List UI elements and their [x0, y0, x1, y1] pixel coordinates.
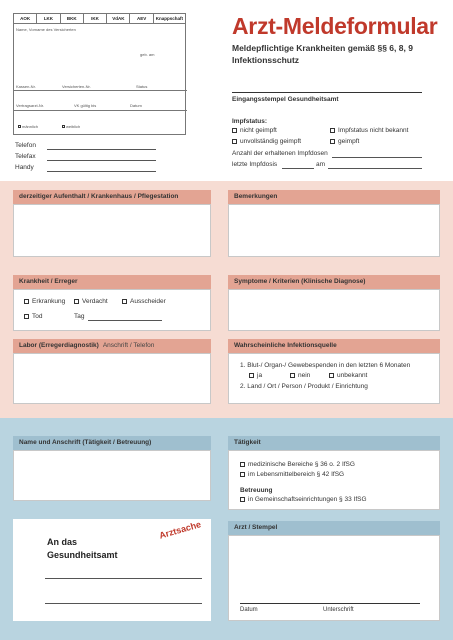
last-dose-date-field[interactable]: [328, 168, 422, 169]
vertragsarzt-nr-label: Vertragsarzt-Nr.: [16, 103, 45, 108]
verdacht-option[interactable]: [74, 298, 108, 305]
handy-field[interactable]: [47, 171, 156, 172]
last-dose-am-label: am: [316, 161, 326, 168]
name-anschrift-title: Name und Anschrift (Tätigkeit / Betreuung): [19, 439, 152, 446]
versicherten-nr-label: Versicherten-Nr.: [62, 84, 91, 89]
not-vaccinated-option[interactable]: [232, 127, 277, 134]
verdacht-label: Verdacht: [82, 298, 108, 305]
checkbox-icon[interactable]: [249, 373, 254, 378]
telefax-field[interactable]: [47, 160, 156, 161]
checkbox-icon[interactable]: [18, 125, 21, 128]
tod-option[interactable]: [24, 313, 42, 320]
checkbox-icon[interactable]: [24, 314, 29, 319]
telefon-label: Telefon: [15, 142, 36, 149]
incomplete-option[interactable]: [232, 138, 301, 145]
status-unknown-option[interactable]: [330, 127, 408, 134]
last-dose-label: letzte Impfdosis: [232, 161, 278, 168]
tag-field[interactable]: [88, 320, 162, 321]
labor-title: Labor (Erregerdiagnostik): [19, 342, 99, 349]
bemerkungen-title: Bemerkungen: [234, 193, 278, 200]
address-line-2[interactable]: [45, 603, 202, 604]
last-dose-field[interactable]: [282, 168, 314, 169]
insurance-type-vdak[interactable]: VdAK: [107, 14, 130, 23]
insurance-type-bkk[interactable]: BKK: [61, 14, 84, 23]
krankheit-title: Krankheit / Erreger: [19, 278, 78, 285]
vaccination-title: Impfstatus:: [232, 118, 268, 125]
bemerkungen-field[interactable]: [228, 204, 440, 257]
aufenthalt-field[interactable]: [13, 204, 211, 257]
address-line-1[interactable]: [45, 578, 202, 579]
insurance-type-aev[interactable]: AEV: [130, 14, 153, 23]
female-label: weiblich: [66, 124, 81, 129]
insurance-card: [13, 13, 186, 135]
lebensmittel-option[interactable]: [240, 471, 344, 478]
checkbox-icon[interactable]: [290, 373, 295, 378]
insurance-type-knappschaft[interactable]: Knappschaft: [155, 16, 184, 21]
doses-field[interactable]: [332, 157, 422, 158]
card-divider-2: [14, 110, 187, 111]
bemerkungen-header: [228, 190, 440, 204]
labor-header: [13, 339, 211, 353]
krankheit-box: [13, 289, 211, 331]
labor-field[interactable]: [13, 353, 211, 404]
arzt-stempel-header: [228, 521, 440, 535]
birth-date-label: geb. am: [140, 52, 155, 57]
checkbox-icon[interactable]: [329, 373, 334, 378]
donation-ja-option[interactable]: [249, 372, 262, 379]
insurance-type-ikk[interactable]: IKK: [84, 14, 107, 23]
aufenthalt-title: derzeitiger Aufenthalt / Krankenhaus / Pflegestation: [19, 193, 179, 200]
tag-label: Tag: [74, 313, 85, 320]
donation-nein-label: nein: [298, 372, 311, 379]
status-label: Status: [136, 84, 148, 89]
donation-ja-label: ja: [257, 372, 263, 379]
checkbox-icon[interactable]: [62, 125, 65, 128]
ausscheider-option[interactable]: [122, 298, 166, 305]
vaccinated-label: geimpft: [338, 138, 360, 145]
gemeinschaft-option[interactable]: [240, 496, 367, 503]
telefax-label: Telefax: [15, 153, 36, 160]
telefon-field[interactable]: [47, 149, 156, 150]
tod-label: Tod: [32, 313, 43, 320]
kassen-nr-label: Kassen-Nr.: [16, 84, 36, 89]
labor-subtitle: Anschrift / Telefon: [102, 342, 155, 349]
checkbox-icon[interactable]: [240, 472, 245, 477]
checkbox-icon[interactable]: [122, 299, 127, 304]
doses-label: Anzahl der erhaltenen Impfdosen: [232, 150, 328, 157]
checkbox-icon[interactable]: [330, 128, 335, 133]
address-gesundheitsamt: Gesundheitsamt: [47, 550, 118, 560]
form-title: Arzt-Meldeformular: [232, 13, 438, 39]
donation-nein-option[interactable]: [290, 372, 310, 379]
vaccinated-option[interactable]: [330, 138, 359, 145]
donation-question: 1. Blut-/ Organ-/ Gewebespenden in den letzten 6 Monaten: [240, 362, 411, 369]
taetigkeit-title: Tätigkeit: [234, 439, 261, 446]
erkrankung-label: Erkrankung: [32, 298, 66, 305]
stamp-line: [232, 92, 422, 93]
not-vaccinated-label: nicht geimpft: [240, 127, 277, 134]
medizinisch-option[interactable]: [240, 461, 355, 468]
stamp-label: Eingangsstempel Gesundheitsamt: [232, 96, 339, 103]
aufenthalt-header: [13, 190, 211, 204]
insurance-type-aok[interactable]: AOK: [14, 14, 37, 23]
donation-unbekannt-label: unbekannt: [337, 372, 368, 379]
checkbox-icon[interactable]: [232, 128, 237, 133]
krankheit-header: [13, 275, 211, 289]
status-unknown-label: Impfstatus nicht bekannt: [338, 127, 409, 134]
name-anschrift-header: [13, 436, 211, 450]
symptome-field[interactable]: [228, 289, 440, 331]
checkbox-icon[interactable]: [24, 299, 29, 304]
checkbox-icon[interactable]: [74, 299, 79, 304]
gemeinschaft-label: in Gemeinschaftseinrichtungen § 33 IfSG: [248, 496, 367, 503]
male-label: männlich: [22, 124, 39, 129]
infektionsquelle-header: [228, 339, 440, 353]
arzt-stempel-title: Arzt / Stempel: [234, 524, 278, 531]
source-question: 2. Land / Ort / Person / Produkt / Einrichtung: [240, 383, 368, 390]
gender-female[interactable]: [62, 124, 80, 129]
form-subtitle-1: Meldepflichtige Krankheiten gemäß §§ 6, 8, 9: [232, 43, 413, 53]
card-divider-1: [14, 90, 187, 91]
handy-label: Handy: [15, 164, 34, 171]
insurance-header-row: [14, 14, 185, 24]
gender-male[interactable]: [18, 124, 38, 129]
checkbox-icon[interactable]: [232, 139, 237, 144]
symptome-title: Symptome / Kriterien (Klinische Diagnose): [234, 278, 366, 285]
betreuung-title: Betreuung: [240, 487, 273, 494]
insured-name-label: Name, Vorname des Versicherten: [16, 27, 76, 32]
insurance-type-lkk[interactable]: LKK: [37, 14, 60, 23]
vk-valid-label: VK gültig bis: [74, 103, 97, 108]
card-date-label: Datum: [130, 103, 142, 108]
taetigkeit-header: [228, 436, 440, 450]
incomplete-label: unvollständig geimpft: [240, 138, 302, 145]
signature-label: Unterschrift: [323, 607, 354, 613]
symptome-header: [228, 275, 440, 289]
checkbox-icon[interactable]: [240, 462, 245, 467]
checkbox-icon[interactable]: [330, 139, 335, 144]
signature-date-label: Datum: [240, 607, 258, 613]
checkbox-icon[interactable]: [240, 497, 245, 502]
lebensmittel-label: im Lebensmittelbereich § 42 IfSG: [248, 471, 345, 478]
name-anschrift-field[interactable]: [13, 450, 211, 501]
arztsache-stamp: Arztsache: [158, 519, 203, 541]
ausscheider-label: Ausscheider: [130, 298, 166, 305]
address-an-das: An das: [47, 537, 78, 547]
erkrankung-option[interactable]: [24, 298, 65, 305]
infektionsquelle-title: Wahrscheinliche Infektionsquelle: [234, 342, 337, 349]
medizinisch-label: medizinische Bereiche § 36 o. 2 IfSG: [248, 461, 355, 468]
signature-line[interactable]: [240, 603, 420, 604]
form-subtitle-2: Infektionsschutz: [232, 55, 300, 65]
donation-unbekannt-option[interactable]: [329, 372, 367, 379]
